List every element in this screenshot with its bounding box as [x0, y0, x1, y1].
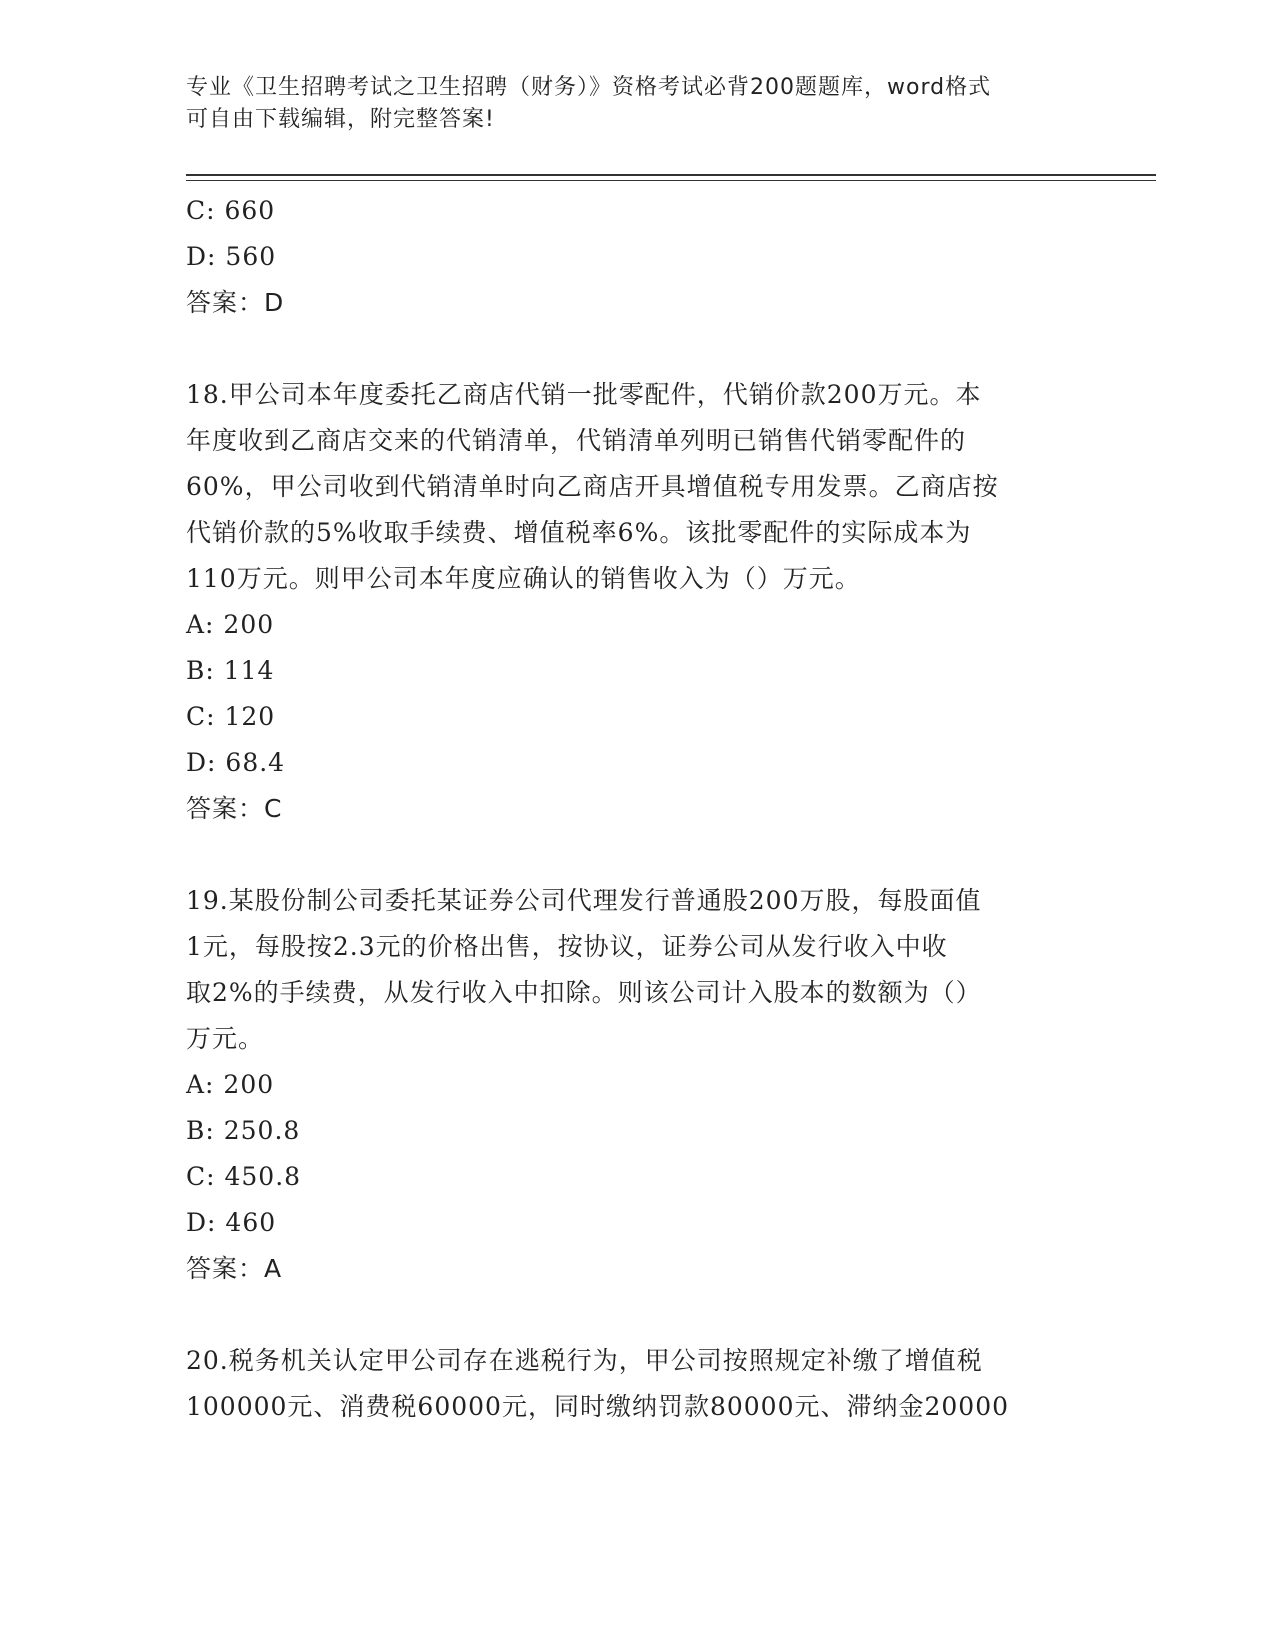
previous-question-tail: [186, 188, 1086, 326]
spacer: [186, 326, 1086, 372]
option-b: B: 250.8: [186, 1116, 301, 1145]
question-text-line: 110万元。则甲公司本年度应确认的销售收入为（）万元。: [186, 564, 861, 593]
option-a: A: 200: [186, 1070, 275, 1099]
option-d: D: 68.4: [186, 748, 286, 777]
header-divider-thin: [186, 180, 1156, 181]
question-text-line: 20.税务机关认定甲公司存在逃税行为，甲公司按照规定补缴了增值税: [186, 1346, 983, 1375]
question-text-line: 100000元、消费税60000元，同时缴纳罚款80000元、滞纳金20000: [186, 1392, 1010, 1421]
question-18: [186, 372, 1086, 832]
header-divider-thick: [186, 174, 1156, 176]
option-c: C: 450.8: [186, 1162, 302, 1191]
question-19: [186, 878, 1086, 1292]
question-text-line: 取2%的手续费，从发行收入中扣除。则该公司计入股本的数额为（）: [186, 978, 982, 1007]
option-d: D: 560: [186, 242, 277, 271]
option-c: C: 660: [186, 196, 276, 225]
spacer: [186, 832, 1086, 878]
answer-line: 答案：C: [186, 794, 283, 823]
answer-line: 答案：D: [186, 288, 285, 317]
document-header: [186, 72, 1066, 136]
option-a: A: 200: [186, 610, 275, 639]
header-title-line-1: 专业《卫生招聘考试之卫生招聘（财务）》资格考试必背200题题库，word格式: [186, 75, 992, 100]
answer-line: 答案：A: [186, 1254, 283, 1283]
option-d: D: 460: [186, 1208, 277, 1237]
question-text-line: 万元。: [186, 1024, 265, 1053]
question-text-line: 19.某股份制公司委托某证券公司代理发行普通股200万股，每股面值: [186, 886, 982, 915]
option-b: B: 114: [186, 656, 275, 685]
document-body: [186, 188, 1086, 1430]
spacer: [186, 1292, 1086, 1338]
header-title-line-2: 可自由下载编辑，附完整答案!: [186, 107, 495, 132]
question-20: [186, 1338, 1086, 1430]
question-text-line: 1元，每股按2.3元的价格出售，按协议，证券公司从发行收入中收: [186, 932, 948, 961]
question-text-line: 年度收到乙商店交来的代销清单，代销清单列明已销售代销零配件的: [186, 426, 967, 455]
option-c: C: 120: [186, 702, 276, 731]
question-text-line: 60%，甲公司收到代销清单时向乙商店开具增值税专用发票。乙商店按: [186, 472, 999, 501]
question-text-line: 18.甲公司本年度委托乙商店代销一批零配件，代销价款200万元。本: [186, 380, 982, 409]
question-text-line: 代销价款的5%收取手续费、增值税率6%。该批零配件的实际成本为: [186, 518, 972, 547]
